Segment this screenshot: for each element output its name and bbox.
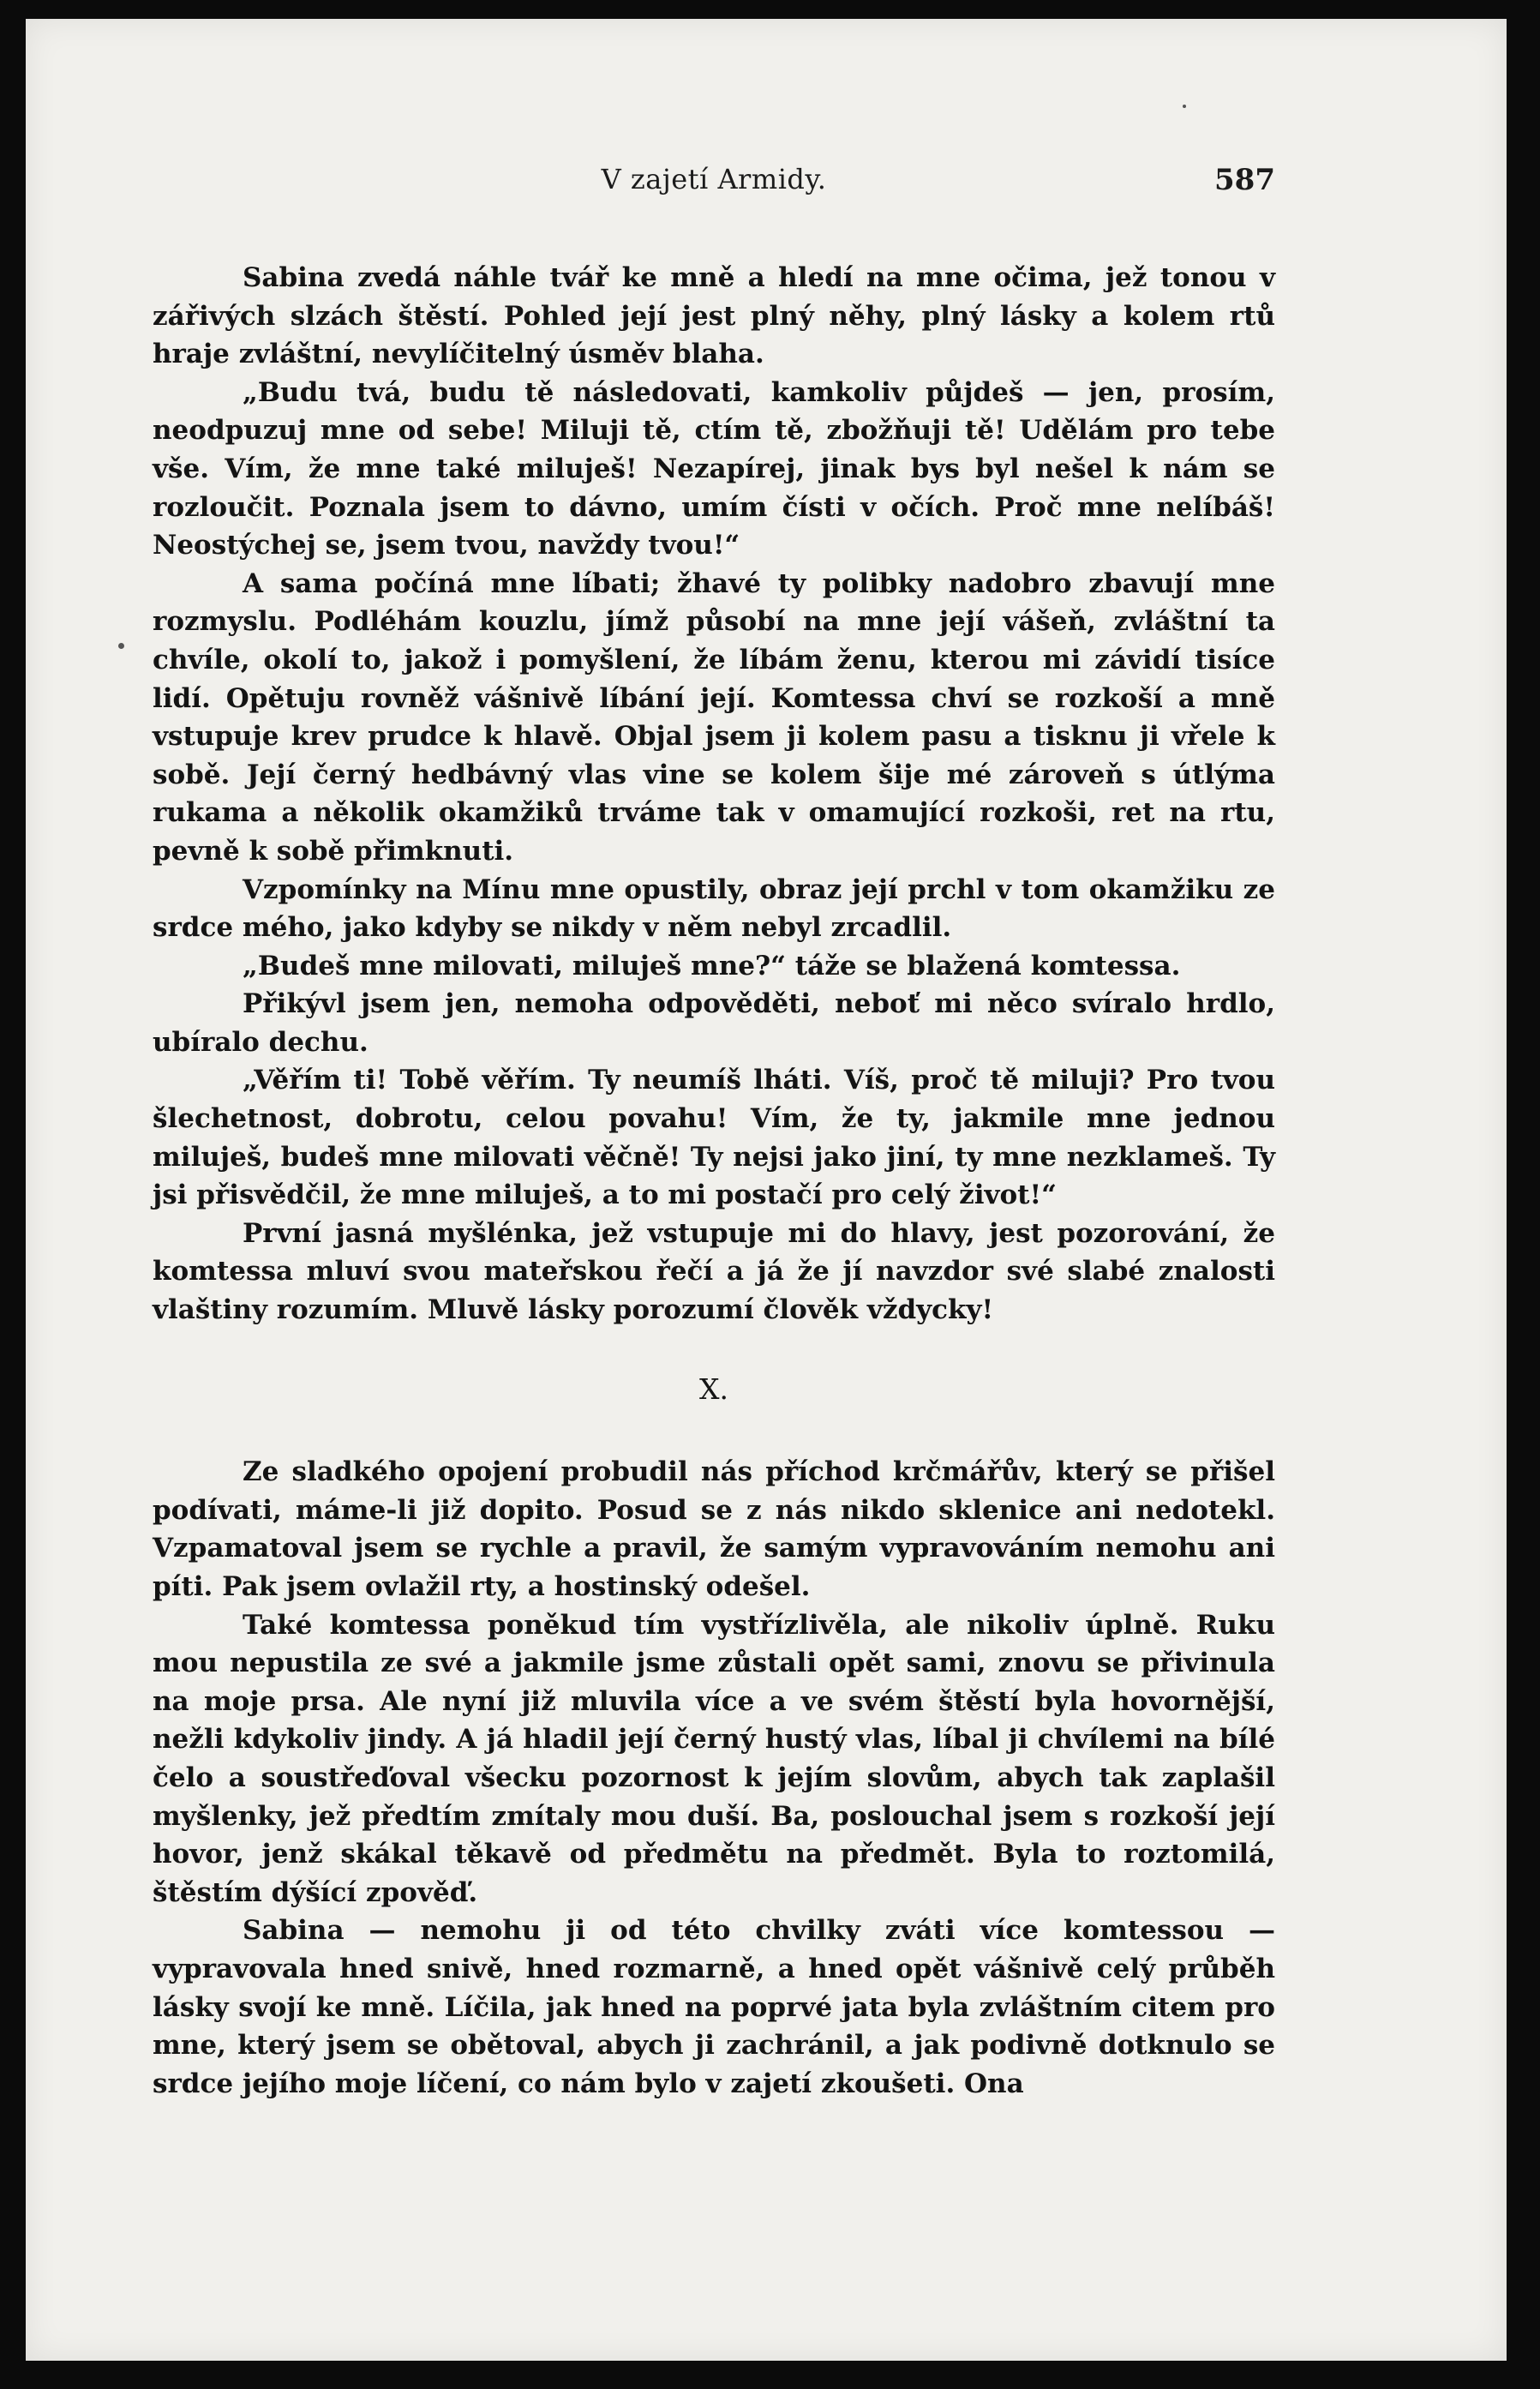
chapter-heading: X. <box>699 1372 728 1406</box>
paragraph: První jasná myšlénka, jež vstupuje mi do hlavy, jest pozorování, že komtessa mluví svou mateřskou řečí a já že jí navzdor své slabé znalosti vlaštiny rozumím. Mluvě lásky porozumí člověk vždycky! <box>153 1217 1275 1326</box>
print-speck <box>1183 105 1186 108</box>
paragraph: „Věřím ti! Tobě věřím. Ty neumíš lháti. Víš, proč tě miluji? Pro tvou šlechetnost, dobrotu, celou povahu! Vím, že ty, jakmile mne jednou miluješ, budeš mne milovati věčně! Ty nejsi jako jiní, ty mne nezklameš. Ty jsi přisvědčil, že mne miluješ, a to mi postačí pro celý život!“ <box>153 1065 1275 1211</box>
paragraph: Sabina — nemohu ji od této chvilky zváti více komtessou — vypravovala hned snivě, hned rozmarně, a hned opět vášnivě celý průběh lásky svojí ke mně. Líčila, jak hned na poprvé jata byla zvláštním citem pro mne, který jsem se obětoval, abych ji zachránil, a jak podivně dotknulo se srdce jejího moje líčení, co nám bylo v zajetí zkoušeti. Ona <box>153 1915 1275 2099</box>
page-number: 587 <box>1214 163 1275 197</box>
running-title: V zajetí Armidy. <box>601 163 827 195</box>
paragraph: Sabina zvedá náhle tvář ke mně a hledí na mne očima, jež tonou v zářivých slzách štěstí. Pohled její jest plný něhy, plný lásky a kolem rtů hraje zvláštní, nevylíčitelný úsměv blaha. <box>153 262 1275 370</box>
paragraph: Vzpomínky na Mínu mne opustily, obraz její prchl v tom okamžiku ze srdce mého, jako kdyby se nikdy v něm nebyl zrcadlil. <box>153 873 1275 944</box>
paragraph: Ze sladkého opojení probudil nás příchod krčmářův, který se přišel podívati, máme-li již dopito. Posud se z nás nikdo sklenice ani nedotekl. Vzpamatoval jsem se rychle a pravil, že samým vypravováním nemohu ani píti. Pak jsem ovlažil rty, a hostinský odešel. <box>153 1456 1275 1602</box>
paragraph: Také komtessa poněkud tím vystřízlivěla, ale nikoliv úplně. Ruku mou nepustila ze své a jakmile jsme zůstali opět sami, znovu se přivinula na moje prsa. Ale nyní již mluvila více a ve svém štěstí byla hovornější, nežli kdykoliv jindy. A já hladil její černý hustý vlas, líbal ji chvílemi na bílé čelo a soustřeďoval všecku pozornost k jejím slovům, abych tak zaplašil myšlenky, jež předtím zmítaly mou duší. Ba, poslouchal jsem s rozkoší její hovor, jenž skákal těkavě od předmětu na předmět. Byla to roztomilá, štěstím dýšící zpověď. <box>153 1609 1275 1908</box>
print-speck <box>118 643 124 649</box>
paragraph: A sama počíná mne líbati; žhavé ty polibky nadobro zbavují mne rozmyslu. Podléhám kouzlu, jímž působí na mne její vášeň, zvláštní ta chvíle, okolí to, jakož i pomyšlení, že líbám ženu, kterou mi závidí tisíce lidí. Opětuju rovněž vášnivě líbání její. Komtessa chví se rozkoší a mně vstupuje krev prudce k hlavě. Objal jsem ji kolem pasu a tisknu ji vřele k sobě. Její černý hedbávný vlas vine se kolem šije mé zároveň s útlýma rukama a několik okamžiků trváme tak v omamující rozkoši, ret na rtu, pevně k sobě přimknuti. <box>153 567 1275 867</box>
paragraph: „Budu tvá, budu tě následovati, kamkoliv půjdeš — jen, prosím, neodpuzuj mne od sebe! Miluji tě, ctím tě, zbožňuji tě! Udělám pro tebe vše. Vím, že mne také miluješ! Nezapírej, jinak bys byl nešel k nám se rozloučit. Poznala jsem to dávno, umím čísti v očích. Proč mne nelíbáš! Neostýchej se, jsem tvou, navždy tvou!“ <box>153 376 1275 561</box>
paragraph: Přikývl jsem jen, nemoha odpověděti, neboť mi něco svíralo hrdlo, ubíralo dechu. <box>153 988 1275 1058</box>
page-body <box>153 259 1275 2103</box>
page-header <box>153 163 1275 211</box>
paragraph: „Budeš mne milovati, miluješ mne?“ táže se blažená komtessa. <box>243 950 1181 981</box>
